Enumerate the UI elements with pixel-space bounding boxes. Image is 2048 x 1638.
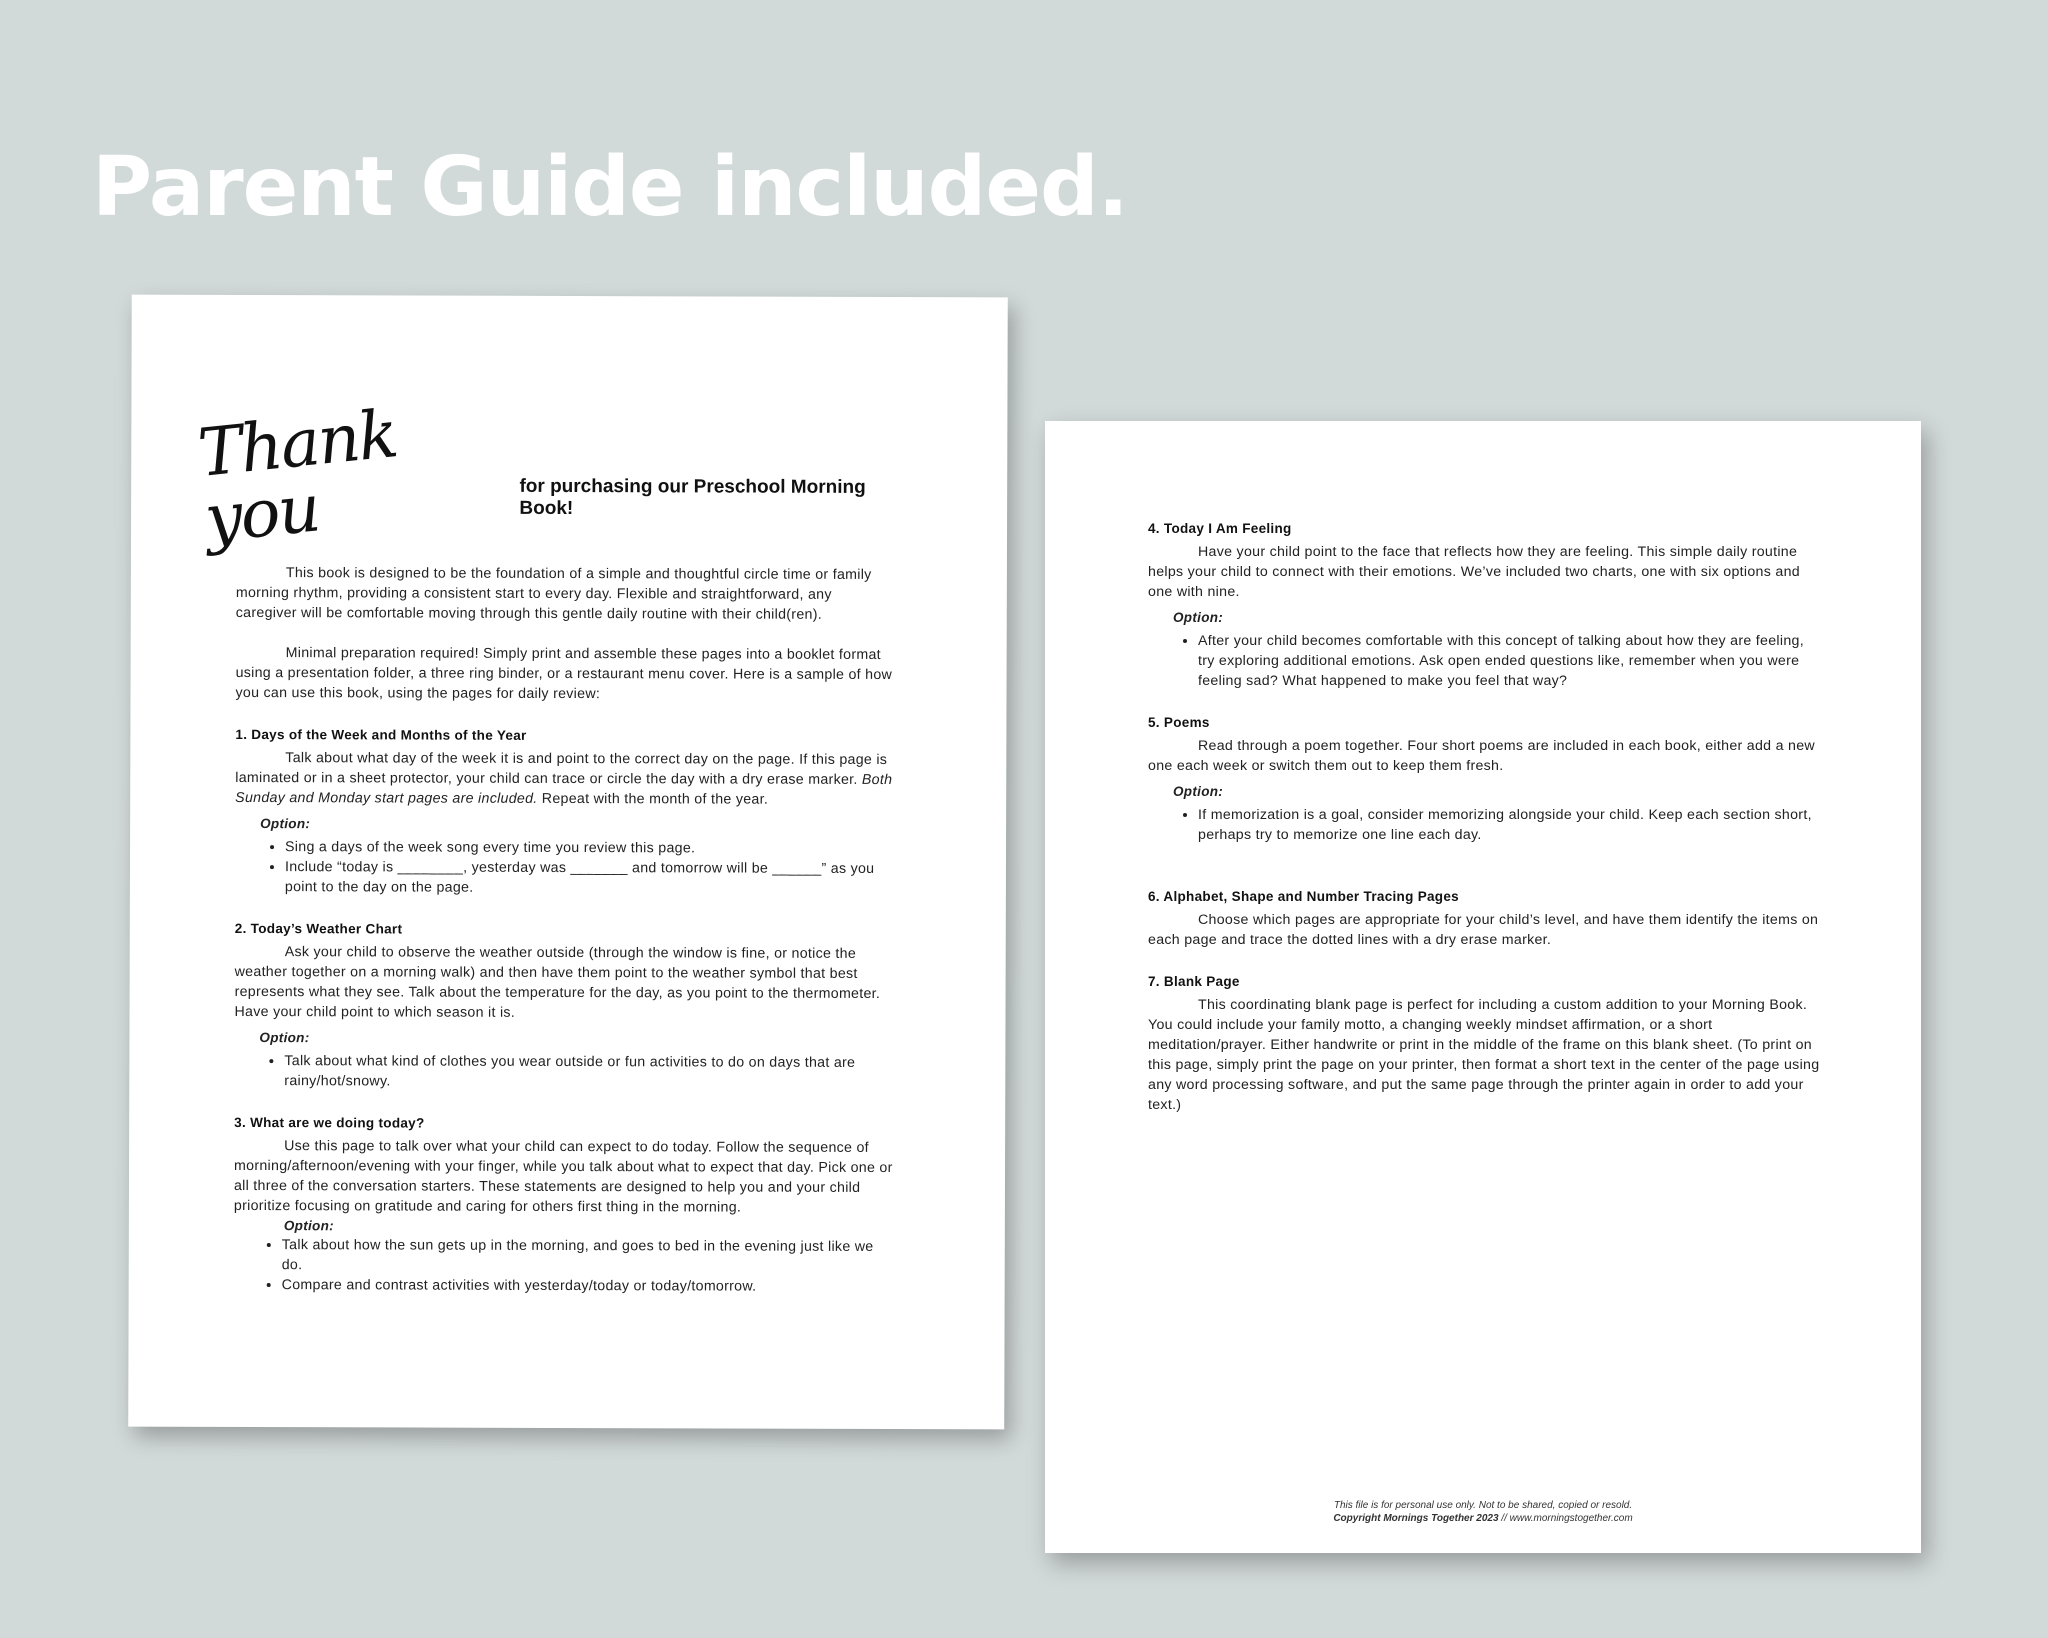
section-title-days: 1. Days of the Week and Months of the Year	[235, 726, 527, 743]
option-label: Option:	[283, 1218, 334, 1234]
footer-copyright-line: Copyright Mornings Together 2023 // www.morningstogether.com	[1333, 1513, 1633, 1524]
intro-paragraph-1: This book is designed to be the foundation of a simple and thoughtful circle time or family morning rhythm, providing a consistent start to every day. Flexible and straightforward, any caregiver will be comfortable moving through this gentle daily routine with their child(ren).	[235, 565, 872, 623]
guide-page-left	[128, 295, 1008, 1430]
footer-disclaimer: This file is for personal use only. Not to be shared, copied or resold.	[1333, 1500, 1633, 1511]
section-title-weather: 2. Today’s Weather Chart	[234, 920, 403, 937]
intro-paragraph-2: Minimal preparation required! Simply print and assemble these pages into a booklet format using a presentation folder, a three ring binder, or a restaurant menu cover. Here is a sample of how you can use this book, using the pages for daily review:	[235, 645, 893, 703]
option-list-weather	[234, 1051, 895, 1093]
section-body-days: Talk about what day of the week it is and point to the correct day on the page. If this page is laminated or in a sheet protector, your child can trace or circle the day with a dry erase marker. Both Sunday and Monday start pages are included. Repeat with the month of the year.	[235, 750, 893, 808]
headline: Parent Guide included.	[92, 140, 1128, 235]
option-list-poems	[1148, 805, 1821, 845]
list-item: • After your child becomes comfortable with this concept of talking about how they are feeling, try exploring additional emotions. Ask open ended questions like, remember when you were feeling sad? What happened to make you feel that way?	[1198, 631, 1821, 691]
page-footer	[1045, 1499, 1921, 1525]
option-label: Option:	[260, 816, 311, 832]
list-item: • Talk about what kind of clothes you wear outside or fun activities to do on days that are rainy/hot/snowy.	[284, 1051, 895, 1093]
option-label: Option:	[259, 1030, 310, 1046]
option-label: Option:	[1173, 610, 1224, 625]
section-body-weather: Ask your child to observe the weather outside (through the window is fine, or notice the weather together on a morning walk) and then have them point to the weather symbol that best represents what they see. Talk about the temperature for the day, as you point to the thermometer. Have your child point to which season it is.	[234, 944, 881, 1021]
option-list-feeling	[1148, 631, 1821, 691]
section-title-feeling: 4. Today I Am Feeling	[1148, 521, 1292, 536]
thank-you-script: Thank you	[194, 395, 400, 558]
section-body-blank: This coordinating blank page is perfect for including a custom addition to your Morning Book. You could include your family motto, a changing weekly mindset affirmation, or a short meditation/prayer. Either handwrite or print in the middle of the frame on this blank sheet. (To print on this page, simply print the page on your printer, then format a short text in the center of the page using any word processing software, and put the same page through the printer again in order to add your text.)	[1148, 997, 1820, 1113]
section-title-blank: 7. Blank Page	[1148, 974, 1240, 989]
option-list-days	[235, 837, 896, 899]
section-body-tracing: Choose which pages are appropriate for your child’s level, and have them identify the items on each page and trace the dotted lines with a dry erase marker.	[1148, 912, 1819, 948]
thank-you-tail: for purchasing our Preschool Morning Book!	[519, 475, 866, 520]
list-item: • Talk about how the sun gets up in the morning, and goes to bed in the evening just like we do.	[282, 1235, 895, 1277]
option-list-today	[234, 1235, 895, 1297]
list-item: • Sing a days of the week song every time you review this page.	[285, 837, 896, 859]
section-body-feeling: Have your child point to the face that reflects how they are feeling. This simple daily routine helps your child to connect with their emotions. We’ve included two charts, one with six options and one with nine.	[1148, 544, 1800, 600]
list-item: • Compare and contrast activities with yesterday/today or today/tomorrow.	[282, 1275, 895, 1297]
list-item: • Include “today is ________, yesterday was _______ and tomorrow will be ______” as you point to the day on the page.	[285, 857, 896, 899]
guide-page-right	[1045, 421, 1921, 1553]
section-title-poems: 5. Poems	[1148, 715, 1210, 730]
section-title-tracing: 6. Alphabet, Shape and Number Tracing Pages	[1148, 889, 1459, 904]
thank-you-heading	[194, 395, 897, 558]
section-body-today: Use this page to talk over what your child can expect to do today. Follow the sequence of morning/afternoon/evening with your finger, while you talk about what to expect that day. Pick one or all three of the conversation starters. These statements are designed to help you and your child prioritize focusing on gratitude and caring for others first thing in the morning.	[233, 1138, 893, 1216]
section-title-today: 3. What are we doing today?	[234, 1114, 425, 1131]
list-item: • If memorization is a goal, consider memorizing alongside your child. Keep each section short, perhaps try to memorize one line each day.	[1198, 805, 1821, 845]
option-label: Option:	[1173, 784, 1224, 799]
italic-note: Both Sunday and Monday start pages are included.	[235, 771, 893, 807]
section-body-poems: Read through a poem together. Four short poems are included in each book, either add a new one each week or switch them out to keep them fresh.	[1148, 738, 1815, 774]
